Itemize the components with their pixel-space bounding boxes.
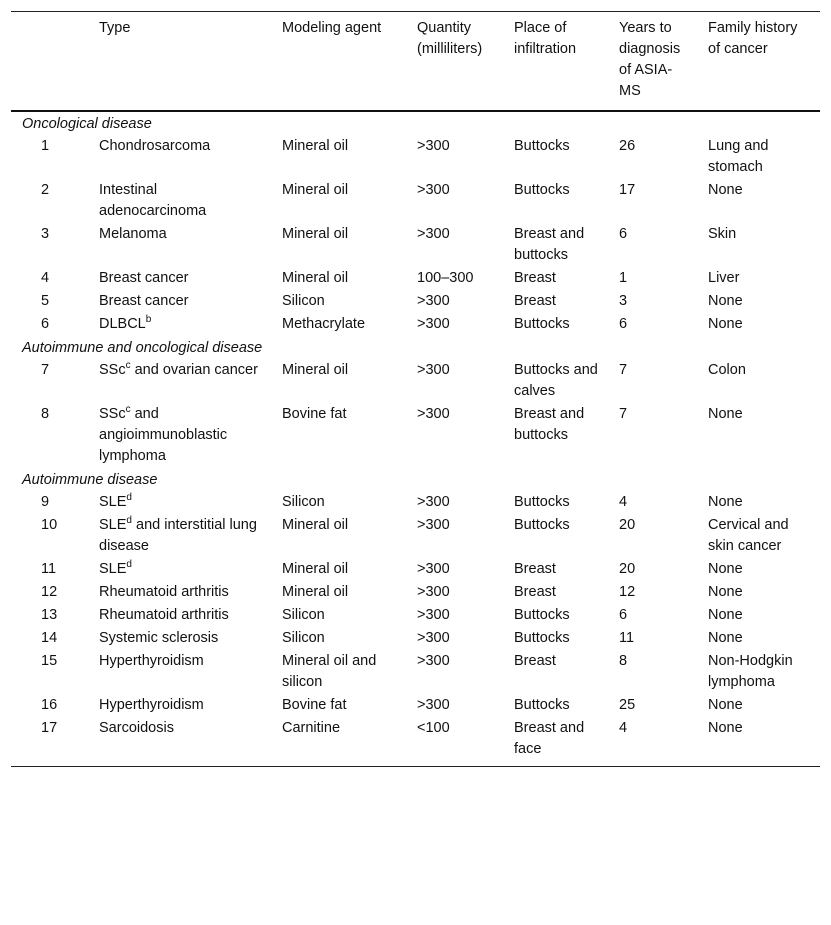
cell-number: 8: [41, 406, 50, 422]
cell-type: [91, 135, 274, 179]
cell-type: [91, 627, 274, 650]
header-family-history: Family history of cancer: [708, 20, 798, 57]
cell-modeling-agent: Mineral oil: [282, 226, 349, 242]
cell-years: 4: [619, 494, 628, 510]
cell-modeling-agent: Mineral oil: [282, 561, 349, 577]
cell-quantity: 100–300: [417, 270, 474, 286]
cell-type: [91, 581, 274, 604]
cell-family-history: Cervical and skin cancer: [708, 517, 789, 554]
table-row: [11, 604, 820, 627]
cell-years: 7: [619, 362, 628, 378]
cell-number: 17: [41, 720, 58, 736]
table-row: [11, 267, 820, 290]
cell-place: Breast: [514, 653, 556, 669]
cell-type: [91, 650, 274, 694]
cell-quantity: >300: [417, 316, 450, 332]
cell-place: Breast: [514, 293, 556, 309]
cell-type: [91, 717, 274, 767]
group-header-row: [11, 468, 820, 491]
cell-place: Breast: [514, 561, 556, 577]
type-text-continued: and interstitial lung disease: [99, 517, 257, 554]
type-text: SLE: [99, 561, 127, 577]
header-modeling-agent: Modeling agent: [282, 20, 382, 36]
cell-modeling-agent: Silicon: [282, 293, 325, 309]
cell-years: 8: [619, 653, 628, 669]
type-text: Hyperthyroidism: [99, 653, 204, 669]
cell-years: 7: [619, 406, 628, 422]
cell-family-history: None: [708, 720, 743, 736]
cell-years: 20: [619, 561, 636, 577]
cell-modeling-agent: Mineral oil and silicon: [282, 653, 377, 690]
type-text: SSc: [99, 406, 126, 422]
type-text: Systemic sclerosis: [99, 630, 219, 646]
cell-place: Buttocks: [514, 697, 570, 713]
cell-years: 17: [619, 182, 636, 198]
cell-number: 2: [41, 182, 50, 198]
group-header-row: [11, 336, 820, 359]
cell-years: 11: [619, 630, 635, 646]
group-label: Autoimmune disease: [22, 472, 158, 488]
cell-family-history: None: [708, 182, 743, 198]
cell-number: 7: [41, 362, 50, 378]
table-row: [11, 650, 820, 694]
cell-quantity: >300: [417, 607, 450, 623]
cell-family-history: Lung and stomach: [708, 138, 769, 175]
table-row: [11, 581, 820, 604]
cell-place: Buttocks: [514, 607, 570, 623]
patient-table: [11, 11, 820, 767]
cell-modeling-agent: Mineral oil: [282, 362, 349, 378]
cell-type: [91, 491, 274, 514]
cell-place: Buttocks: [514, 630, 570, 646]
table-row: [11, 403, 820, 468]
cell-quantity: >300: [417, 561, 450, 577]
cell-family-history: Skin: [708, 226, 737, 242]
type-text: Melanoma: [99, 226, 167, 242]
cell-place: Buttocks: [514, 182, 570, 198]
cell-years: 6: [619, 607, 628, 623]
table-body: [11, 111, 820, 767]
cell-type: [91, 694, 274, 717]
cell-modeling-agent: Silicon: [282, 494, 325, 510]
group-label: Oncological disease: [22, 116, 152, 132]
cell-place: Buttocks: [514, 517, 570, 533]
cell-type: [91, 604, 274, 627]
group-header-row: [11, 111, 820, 135]
type-text: Rheumatoid arthritis: [99, 607, 229, 623]
type-text-continued: and angioimmunoblastic lymphoma: [99, 406, 228, 464]
cell-modeling-agent: Carnitine: [282, 720, 341, 736]
cell-type: [91, 179, 274, 223]
table-row: [11, 313, 820, 336]
cell-number: 15: [41, 653, 58, 669]
cell-quantity: <100: [417, 720, 450, 736]
cell-type: [91, 290, 274, 313]
cell-modeling-agent: Bovine fat: [282, 406, 347, 422]
cell-years: 3: [619, 293, 628, 309]
table-row: [11, 558, 820, 581]
table-row: [11, 135, 820, 179]
cell-years: 6: [619, 316, 628, 332]
cell-place: Breast: [514, 584, 556, 600]
cell-type: [91, 223, 274, 267]
cell-type: [91, 558, 274, 581]
cell-place: Breast and buttocks: [514, 406, 585, 443]
type-text: DLBCL: [99, 316, 146, 332]
table-row: [11, 514, 820, 558]
table-row: [11, 290, 820, 313]
table-row: [11, 223, 820, 267]
cell-family-history: None: [708, 630, 743, 646]
cell-family-history: None: [708, 406, 743, 422]
type-text: SLE: [99, 517, 127, 533]
header-number: [11, 12, 91, 112]
cell-quantity: >300: [417, 584, 450, 600]
cell-modeling-agent: Methacrylate: [282, 316, 366, 332]
type-text: Hyperthyroidism: [99, 697, 204, 713]
cell-number: 13: [41, 607, 58, 623]
cell-place: Breast and face: [514, 720, 585, 757]
cell-modeling-agent: Mineral oil: [282, 182, 349, 198]
table-row: [11, 627, 820, 650]
type-text: SLE: [99, 494, 127, 510]
cell-place: Buttocks: [514, 138, 570, 154]
cell-type: [91, 403, 274, 468]
table-row: [11, 694, 820, 717]
cell-number: 16: [41, 697, 58, 713]
type-text-continued: and ovarian cancer: [130, 362, 258, 378]
cell-place: Buttocks: [514, 316, 570, 332]
header-place: Place of infiltration: [514, 20, 577, 57]
cell-years: 20: [619, 517, 636, 533]
cell-family-history: None: [708, 584, 743, 600]
cell-quantity: >300: [417, 517, 450, 533]
cell-years: 26: [619, 138, 636, 154]
cell-number: 12: [41, 584, 58, 600]
table-header-row: [11, 12, 820, 112]
cell-years: 12: [619, 584, 636, 600]
footnote-marker: d: [126, 559, 132, 571]
cell-family-history: None: [708, 316, 743, 332]
cell-number: 9: [41, 494, 50, 510]
type-text: Breast cancer: [99, 270, 189, 286]
footnote-marker: d: [126, 515, 132, 527]
footnote-marker: c: [125, 404, 131, 416]
cell-family-history: None: [708, 494, 743, 510]
cell-number: 6: [41, 316, 50, 332]
cell-place: Buttocks: [514, 494, 570, 510]
type-text: Rheumatoid arthritis: [99, 584, 229, 600]
cell-years: 1: [619, 270, 628, 286]
footnote-marker: d: [126, 492, 132, 504]
cell-number: 10: [41, 517, 58, 533]
cell-modeling-agent: Silicon: [282, 607, 325, 623]
cell-modeling-agent: Silicon: [282, 630, 325, 646]
group-label: Autoimmune and oncological disease: [22, 340, 263, 356]
cell-quantity: >300: [417, 494, 450, 510]
cell-type: [91, 359, 274, 403]
cell-quantity: >300: [417, 226, 450, 242]
cell-place: Breast: [514, 270, 556, 286]
cell-family-history: None: [708, 697, 743, 713]
cell-modeling-agent: Mineral oil: [282, 270, 349, 286]
cell-type: [91, 267, 274, 290]
cell-quantity: >300: [417, 630, 450, 646]
table-row: [11, 179, 820, 223]
type-text: Breast cancer: [99, 293, 189, 309]
type-text: SSc: [99, 362, 126, 378]
footnote-marker: b: [145, 314, 152, 326]
cell-modeling-agent: Mineral oil: [282, 517, 349, 533]
cell-number: 3: [41, 226, 50, 242]
cell-family-history: Liver: [708, 270, 740, 286]
table-row: [11, 359, 820, 403]
data-table-container: [11, 11, 820, 767]
cell-family-history: None: [708, 561, 743, 577]
cell-quantity: >300: [417, 653, 450, 669]
cell-quantity: >300: [417, 697, 450, 713]
cell-number: 11: [41, 561, 57, 577]
cell-quantity: >300: [417, 362, 450, 378]
cell-years: 4: [619, 720, 628, 736]
cell-number: 5: [41, 293, 50, 309]
cell-quantity: >300: [417, 182, 450, 198]
type-text: Intestinal adenocarcinoma: [99, 182, 207, 219]
table-row: [11, 717, 820, 767]
cell-place: Buttocks and calves: [514, 362, 598, 399]
cell-type: [91, 514, 274, 558]
cell-place: Breast and buttocks: [514, 226, 585, 263]
cell-modeling-agent: Mineral oil: [282, 584, 349, 600]
cell-family-history: None: [708, 607, 743, 623]
header-years: Years to diagnosis of ASIA-MS: [619, 20, 681, 99]
cell-family-history: Colon: [708, 362, 746, 378]
cell-family-history: None: [708, 293, 743, 309]
cell-family-history: Non-Hodgkin lymphoma: [708, 653, 793, 690]
header-type: Type: [99, 20, 131, 36]
cell-number: 1: [41, 138, 50, 154]
cell-years: 6: [619, 226, 628, 242]
type-text: Sarcoidosis: [99, 720, 174, 736]
cell-quantity: >300: [417, 406, 450, 422]
cell-quantity: >300: [417, 138, 450, 154]
type-text: Chondrosarcoma: [99, 138, 211, 154]
footnote-marker: c: [125, 360, 131, 372]
cell-number: 14: [41, 630, 58, 646]
cell-modeling-agent: Mineral oil: [282, 138, 349, 154]
cell-quantity: >300: [417, 293, 450, 309]
cell-number: 4: [41, 270, 50, 286]
cell-type: [91, 313, 274, 336]
header-quantity: Quantity (milliliters): [417, 20, 483, 57]
table-row: [11, 491, 820, 514]
cell-years: 25: [619, 697, 636, 713]
cell-modeling-agent: Bovine fat: [282, 697, 347, 713]
